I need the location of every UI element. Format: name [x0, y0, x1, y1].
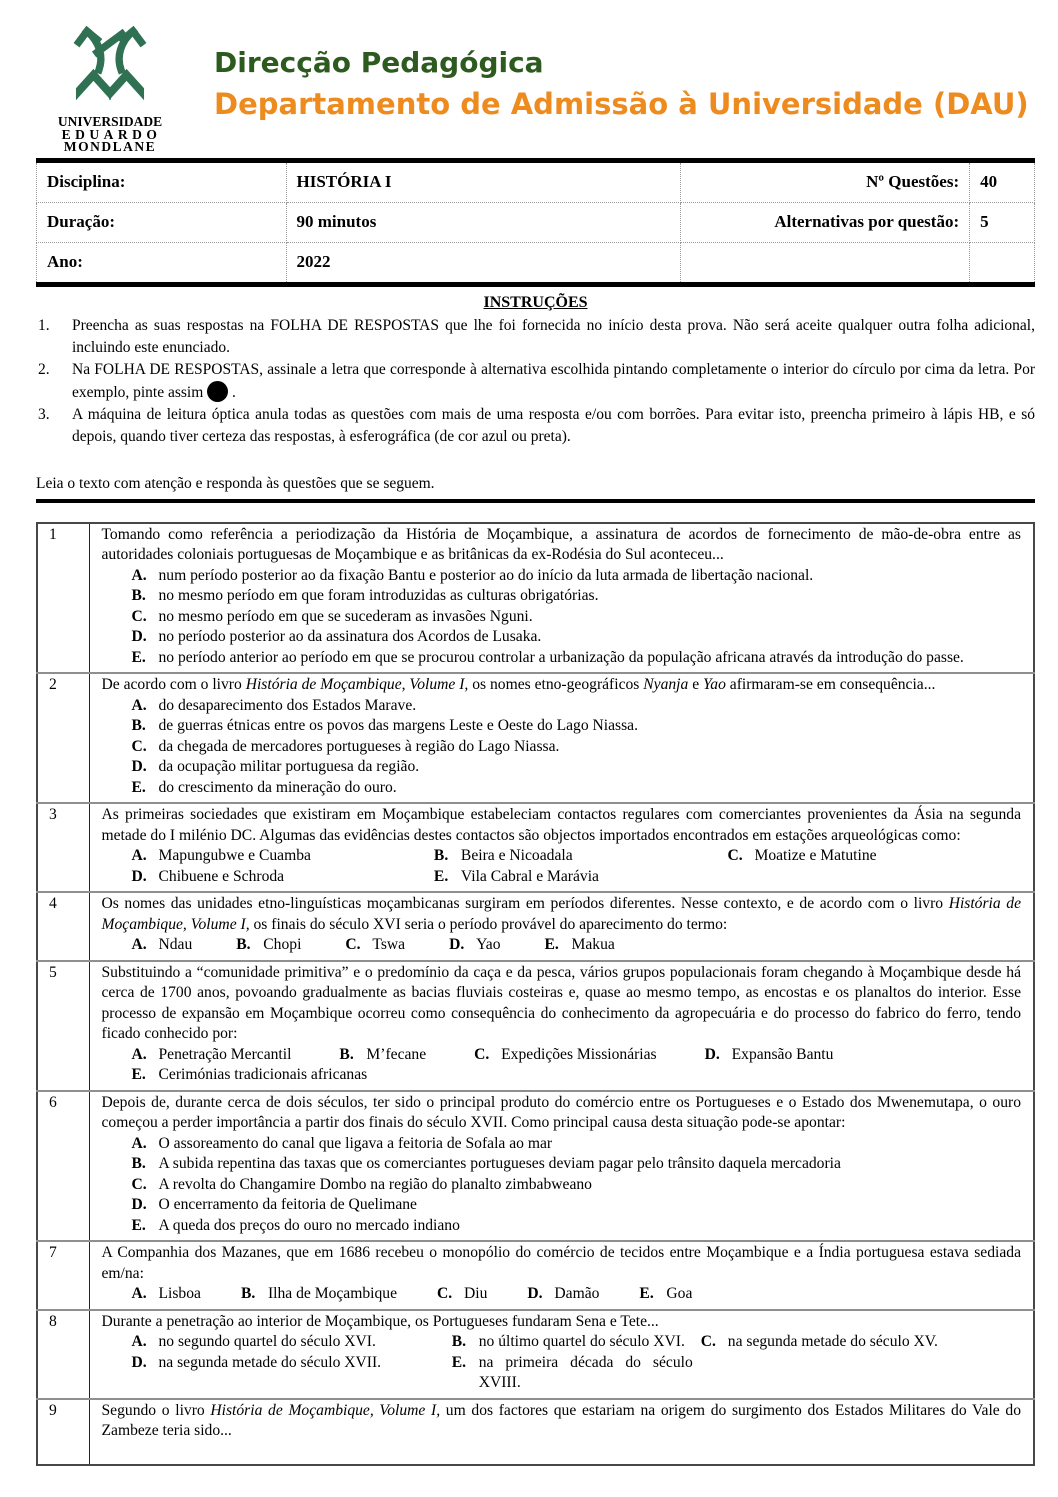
alternativas-label: Alternativas por questão:	[680, 202, 969, 242]
option-label: B.	[236, 936, 251, 953]
question-number: 9	[37, 1399, 89, 1465]
option-label: C.	[437, 1285, 453, 1302]
options-row	[102, 1332, 1022, 1353]
option-label: B.	[240, 1285, 256, 1302]
uem-logo	[36, 22, 184, 154]
option-text: da ocupação militar portuguesa da região.	[158, 758, 420, 775]
question-text: Os nomes das unidades etno-linguísticas moçambicanas surgiram em períodos diferentes. Nesse contexto, e de acordo com o livro História de Moçambique, Volume I, os finais do século XVI seria o período provável do aparecimento do termo:	[101, 895, 1022, 933]
option-label: A.	[131, 936, 147, 953]
question-cell	[89, 803, 1034, 892]
num-questoes-label: Nº Questões:	[680, 160, 969, 202]
option-label: C.	[474, 1045, 490, 1063]
question-row-6	[37, 1091, 1034, 1242]
options-row	[102, 867, 1022, 888]
disciplina-value: HISTÓRIA I	[286, 160, 680, 202]
option-label: C.	[727, 847, 743, 864]
option-label: C.	[131, 1175, 147, 1193]
question-row-9	[37, 1399, 1034, 1465]
option-label: A.	[131, 1134, 147, 1152]
option-label: B.	[339, 1045, 354, 1063]
questions-table	[36, 522, 1035, 1466]
question-text: A Companhia dos Mazanes, que em 1686 recebeu o monopólio do comércio de tecidos entre Moçambique e a Índia portuguesa estava sediada em/na:	[101, 1244, 1021, 1282]
instruction-item-1	[36, 315, 1035, 359]
option-d	[449, 935, 500, 956]
option-d	[132, 1353, 452, 1394]
empty-cell	[680, 242, 969, 284]
option-c	[345, 935, 405, 956]
lead-sentence: Leia o texto com atenção e responda às questões que se seguem.	[36, 474, 435, 492]
instruction-number: 3.	[38, 405, 50, 423]
options-row	[102, 627, 1022, 648]
option-text: Mapungubwe e Cuamba	[158, 847, 311, 864]
option-d	[132, 627, 1022, 648]
empty-cell	[970, 242, 1035, 284]
option-b	[132, 716, 1022, 737]
question-number: 7	[37, 1241, 89, 1310]
option-label: E.	[131, 778, 146, 796]
question-row-8	[37, 1310, 1034, 1399]
option-label: B.	[451, 1333, 467, 1350]
question-cell	[89, 1310, 1034, 1399]
option-text: A subida repentina das taxas que os comerciantes portugueses deviam pagar pelo trânsito daquela mercadoria	[158, 1155, 841, 1172]
double-rule-divider	[36, 499, 1035, 503]
option-text: Penetração Mercantil	[158, 1045, 292, 1063]
options-row	[102, 1175, 1022, 1196]
header-titles	[214, 22, 1029, 120]
option-label: B.	[433, 847, 449, 864]
option-text: Makua	[571, 936, 615, 953]
option-label: A.	[131, 847, 147, 864]
option-e	[132, 778, 1022, 799]
option-text: na segunda metade do século XVII.	[158, 1353, 382, 1371]
question-number: 2	[37, 673, 89, 803]
option-label: C.	[131, 607, 147, 625]
option-text: Chopi	[263, 936, 302, 953]
blank-space	[102, 1442, 1022, 1460]
question-number: 3	[37, 803, 89, 892]
instruction-item-3	[36, 404, 1035, 448]
option-label: E.	[131, 1216, 146, 1234]
document-header	[36, 22, 1035, 154]
question-cell	[89, 961, 1034, 1091]
options-row	[102, 696, 1022, 717]
option-text: Vila Cabral e Marávia	[460, 867, 599, 885]
option-label: E.	[131, 648, 146, 666]
options-row	[102, 935, 1022, 956]
instruction-number: 1.	[38, 316, 50, 334]
option-e	[132, 1065, 368, 1086]
option-a	[132, 1134, 1022, 1155]
options-row	[102, 1195, 1022, 1216]
option-text: no mesmo período em que foram introduzidas as culturas obrigatórias.	[158, 587, 599, 604]
option-label: E.	[544, 936, 559, 953]
question-cell	[89, 673, 1034, 803]
question-row-1	[37, 523, 1034, 674]
num-questoes-value: 40	[970, 160, 1035, 202]
option-a	[132, 846, 434, 867]
options-row	[102, 1154, 1022, 1175]
instruction-text: A máquina de leitura óptica anula todas as questões com mais de uma resposta e/ou com borrões. Para evitar isto, preencha primeiro à lápis HB, e só depois, quando tiver certeza das respostas, à esferográfica (de cor azul ou preta).	[72, 405, 1035, 445]
option-c	[132, 737, 1022, 758]
option-text: A revolta do Changamire Dombo na região do planalto zimbabweano	[158, 1175, 592, 1193]
question-text: Depois de, durante cerca de dois séculos, ter sido o principal produto do comércio entre os Portugueses e o Estado dos Mwenemutapa, o ouro começou a perder importância a partir dos finais do século XVII. Como principal causa desta situação pode-se apontar:	[101, 1093, 1021, 1131]
question-row-4	[37, 892, 1034, 961]
option-c	[437, 1284, 487, 1305]
question-text: Tomando como referência a periodização da História de Moçambique, a assinatura de acordos de fornecimento de mão-de-obra entre as autoridades coloniais portuguesas de Moçambique e as britânicas da ex-Rodésia do Sul aconteceu...	[101, 525, 1021, 563]
option-label: C.	[345, 936, 361, 953]
option-label: D.	[704, 1045, 720, 1063]
option-text: A queda dos preços do ouro no mercado indiano	[158, 1216, 460, 1234]
option-d	[132, 757, 1022, 778]
option-label: D.	[131, 758, 147, 775]
option-text: Beira e Nicoadala	[460, 847, 573, 864]
option-c	[132, 1175, 1022, 1196]
option-b	[339, 1045, 426, 1066]
option-text: O encerramento da feitoria de Quelimane	[158, 1196, 417, 1213]
options-row	[102, 648, 1022, 669]
option-b	[132, 1154, 1022, 1175]
option-d	[132, 867, 434, 888]
options-row	[102, 586, 1022, 607]
option-text: O assoreamento do canal que ligava a feitoria de Sofala ao mar	[158, 1134, 553, 1152]
option-d	[132, 1195, 1022, 1216]
option-text: Expansão Bantu	[731, 1045, 834, 1063]
option-label: E.	[131, 1066, 146, 1083]
option-a	[132, 935, 193, 956]
info-row-ano	[37, 242, 1035, 284]
instructions-title: INSTRUÇÕES	[483, 293, 588, 311]
options-row	[102, 607, 1022, 628]
option-text: de guerras étnicas entre os povos das margens Leste e Oeste do Lago Niassa.	[158, 717, 639, 734]
option-text: da chegada de mercadores portugueses à região do Lago Niassa.	[158, 737, 560, 755]
option-d	[527, 1284, 599, 1305]
option-a	[132, 1045, 292, 1066]
option-text: M’fecane	[366, 1045, 427, 1063]
options-row	[102, 1045, 1022, 1066]
option-label: A.	[131, 696, 147, 714]
option-label: D.	[527, 1285, 543, 1302]
option-text: na segunda metade do século XV.	[727, 1333, 938, 1350]
option-label: B.	[131, 717, 146, 734]
question-number: 8	[37, 1310, 89, 1399]
question-text: Durante a penetração ao interior de Moçambique, os Portugueses fundaram Sena e Tete...	[101, 1312, 659, 1330]
option-b	[434, 846, 728, 867]
option-label: B.	[131, 587, 146, 604]
option-c	[474, 1045, 656, 1066]
info-row-disciplina	[37, 160, 1035, 202]
option-label: A.	[131, 1285, 147, 1302]
question-cell	[89, 892, 1034, 961]
option-text: do crescimento da mineração do ouro.	[158, 778, 397, 796]
option-text: Moatize e Matutine	[754, 847, 877, 864]
question-text: Segundo o livro História de Moçambique, Volume I, um dos factores que estariam na origem do surgimento dos Estados Militares do Vale do Zambeze teria sido...	[101, 1401, 1022, 1439]
option-b	[241, 1284, 397, 1305]
question-cell	[89, 1241, 1034, 1310]
option-b	[132, 586, 1022, 607]
exam-info-table	[36, 158, 1035, 287]
instruction-item-2	[36, 359, 1035, 404]
option-text: no mesmo período em que se sucederam as invasões Nguni.	[158, 607, 533, 625]
option-a	[132, 1332, 452, 1353]
option-e	[545, 935, 615, 956]
option-text: no segundo quartel do século XVI.	[158, 1333, 376, 1350]
option-text: Lisboa	[158, 1285, 201, 1302]
ano-label: Ano:	[37, 242, 287, 284]
option-text: Tswa	[372, 936, 406, 953]
question-cell	[89, 523, 1034, 674]
question-number: 5	[37, 961, 89, 1091]
question-row-7	[37, 1241, 1034, 1310]
option-e	[132, 648, 1022, 669]
option-text: do desaparecimento dos Estados Marave.	[158, 696, 417, 714]
option-c	[727, 846, 1021, 867]
option-label: D.	[131, 628, 147, 645]
instruction-text: Preencha as suas respostas na FOLHA DE RESPOSTAS que lhe foi fornecida no início desta prova. Não será aceite qualquer outra folha adicional, incluindo este enunciado.	[72, 316, 1035, 356]
ano-value: 2022	[286, 242, 680, 284]
option-a	[132, 566, 1022, 587]
options-row	[102, 1284, 1022, 1305]
disciplina-label: Disciplina:	[37, 160, 287, 202]
question-row-5	[37, 961, 1034, 1091]
option-text: Ndau	[158, 936, 193, 953]
option-label: C.	[700, 1333, 716, 1350]
option-e	[639, 1284, 692, 1305]
option-label: D.	[131, 867, 147, 885]
question-text: Substituindo a “comunidade primitiva” e o predomínio da caça e da pesca, vários grupos populacionais foram chegando à Moçambique desde há cerca de 1700 anos, povoando gradualmente as bacias fluviais costeiras e, quase ao mesmo tempo, as encostas e os planaltos do interior. Esse processo de expansão em Moçambique ocorreu como consequência do conhecimento da agropecuária e do processo do fabrico do ferro, tendo ficado conhecido por:	[101, 963, 1021, 1042]
uem-logo-symbol	[68, 22, 152, 114]
options-row	[102, 737, 1022, 758]
question-text: De acordo com o livro História de Moçambique, Volume I, os nomes etno-geográficos Nyanja e Yao afirmaram-se em consequência...	[101, 676, 936, 693]
duracao-label: Duração:	[37, 202, 287, 242]
option-label: E.	[433, 867, 449, 885]
option-a	[132, 696, 1022, 717]
options-row	[102, 716, 1022, 737]
logo-text-line2: EDUARDO	[61, 126, 162, 142]
direccao-pedagogica-title: Direcção Pedagógica	[214, 46, 544, 79]
question-row-2	[37, 673, 1034, 803]
option-label: D.	[449, 936, 465, 953]
option-a	[132, 1284, 201, 1305]
option-label: E.	[451, 1353, 467, 1371]
option-text: Cerimónias tradicionais africanas	[158, 1066, 368, 1083]
question-number: 6	[37, 1091, 89, 1242]
dau-title: Departamento de Admissão à Universidade (DAU)	[214, 87, 1029, 121]
info-row-duracao	[37, 202, 1035, 242]
instructions-list	[36, 315, 1035, 448]
options-row	[102, 566, 1022, 587]
option-c	[132, 607, 1022, 628]
option-text: Damão	[554, 1285, 600, 1302]
logo-text-line1: UNIVERSIDADE	[57, 114, 163, 129]
options-row	[102, 846, 1022, 867]
option-label: A.	[131, 1045, 147, 1063]
option-b	[236, 935, 301, 956]
option-d	[705, 1045, 834, 1066]
option-text: Ilha de Moçambique	[267, 1285, 397, 1302]
options-row	[102, 1353, 1022, 1394]
options-row	[102, 1134, 1022, 1155]
option-e	[434, 867, 728, 888]
option-label: E.	[639, 1285, 654, 1302]
option-text: Diu	[464, 1285, 488, 1302]
option-text: Chibuene e Schroda	[158, 867, 285, 885]
question-number: 4	[37, 892, 89, 961]
question-text: As primeiras sociedades que existiram em Moçambique estabeleciam contactos regulares com comerciantes provenientes da Ásia na segunda metade do I milénio DC. Algumas das evidências destes contactos são objectos importados encontrados em estações arqueológicas como:	[101, 806, 1021, 844]
option-text: Yao	[476, 936, 501, 953]
option-text: Goa	[666, 1285, 693, 1302]
option-c	[701, 1332, 950, 1353]
logo-text-line3: MONDLANE	[63, 139, 157, 154]
option-text: na primeira década do século XVIII.	[478, 1353, 693, 1391]
instruction-text: Na FOLHA DE RESPOSTAS, assinale a letra que corresponde à alternativa escolhida pintando completamente o interior do círculo por cima da letra. Por exemplo, pinte assim .	[72, 360, 1035, 401]
question-cell	[89, 1399, 1034, 1465]
option-label: D.	[131, 1196, 147, 1213]
question-number: 1	[37, 523, 89, 674]
options-row	[102, 757, 1022, 778]
option-text: no último quartel do século XVI.	[478, 1333, 685, 1350]
options-row	[102, 778, 1022, 799]
option-text: Expedições Missionárias	[501, 1045, 657, 1063]
option-label: C.	[131, 737, 147, 755]
option-e	[452, 1353, 701, 1394]
option-label: A.	[131, 1333, 147, 1350]
question-row-3	[37, 803, 1034, 892]
option-b	[452, 1332, 701, 1353]
options-row	[102, 1216, 1022, 1237]
alternativas-value: 5	[970, 202, 1035, 242]
option-label: A.	[131, 566, 147, 584]
option-text: no período anterior ao período em que se procurou controlar a urbanização da população africana através da introdução do passe.	[158, 648, 964, 666]
option-text: no período posterior ao da assinatura dos Acordos de Lusaka.	[158, 628, 542, 645]
filled-circle-example	[207, 381, 228, 402]
instruction-number: 2.	[38, 360, 50, 378]
duracao-value: 90 minutos	[286, 202, 680, 242]
option-label: B.	[131, 1155, 146, 1172]
options-row	[102, 1065, 1022, 1086]
question-cell	[89, 1091, 1034, 1242]
option-e	[132, 1216, 1022, 1237]
option-text: num período posterior ao da fixação Bantu e posterior ao do início da luta armada de libertação nacional.	[158, 566, 814, 584]
option-label: D.	[131, 1353, 147, 1371]
